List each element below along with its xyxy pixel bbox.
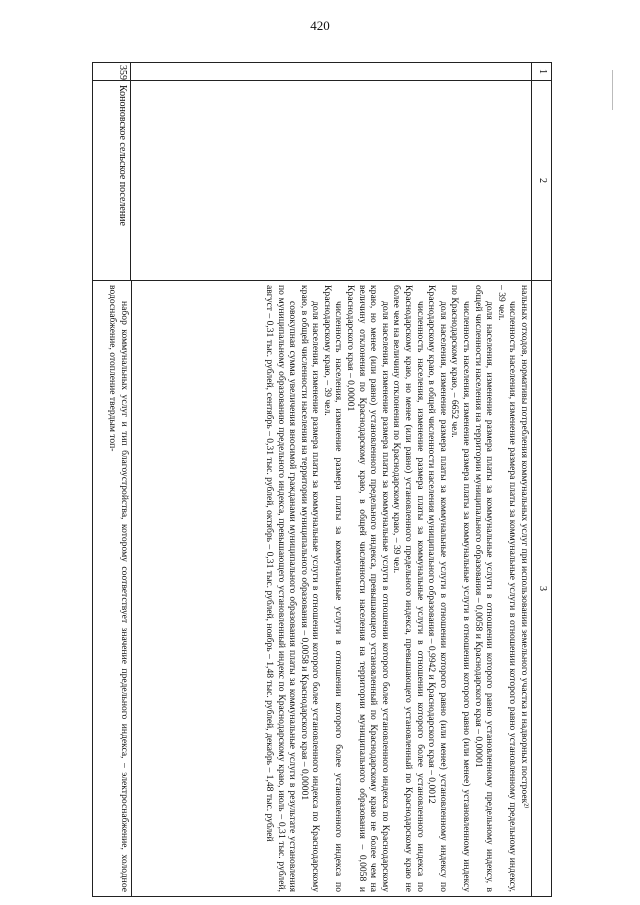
header-col-3: 3 bbox=[537, 586, 548, 591]
paragraph: совокупная сумма увеличения вносимой гражданами муниципального образования платы за коммунальные услуги в результате установления по муниципальному образованию предельного индекса, превышающего установленный индекс по Краснодарскому краю, июль – 0,31 тыс. рублей, август – 0,31 тыс. рублей, сентябрь – 0,31 тыс. рублей, октябрь – 0,31 тыс. рублей, ноябрь – 1,48 тыс. рублей, декабрь – 1,48 тыс. рублей bbox=[263, 285, 299, 892]
rotated-page-area bbox=[92, 62, 552, 897]
continued-row-number-cell bbox=[130, 63, 531, 80]
paragraph: численность населения, изменение размера платы за коммунальные услуги в отношении которого более установленного индекса по Краснодарскому краю, но менее (или равно) установленного предельного индекса, превышающего установленный по Краснодарскому краю не более чем на величину отклонения по Краснодарскому краю, – 39 чел. bbox=[391, 285, 426, 892]
margin-line bbox=[612, 70, 613, 110]
table-header bbox=[531, 63, 551, 896]
paragraph: доля населения, изменение размера платы за коммунальные услуги в отношении которого равно (или менее) установленному индексу по Краснодарскому краю, в общей численности населения муниципального образования – 0,9942 и Краснодарского края – 0,0012 bbox=[426, 285, 449, 892]
paragraph: нальных отходов, нормативы потребления коммунальных услуг при использовании земельного участка и надворных построек²⁾ bbox=[519, 285, 530, 809]
data-table bbox=[92, 62, 552, 897]
continued-row-name-cell bbox=[130, 81, 531, 280]
new-row-text bbox=[93, 281, 131, 896]
table-body bbox=[93, 63, 531, 896]
paragraph: набор коммунальных услуг и тип благоустройства, которому соответствует значение предельного индекса, – электроснабжение, холодное водоснабжение, отопление твердым топ- bbox=[107, 285, 130, 892]
header-col-1: 1 bbox=[532, 63, 551, 81]
paragraph: численность населения, изменение размера платы за коммунальные услуги в отношении которого равно установленному предельному индексу, – 39 чел. bbox=[495, 285, 519, 892]
row-number: 359 bbox=[117, 65, 128, 80]
paragraph: доля населения, изменение размера платы за коммунальные услуги в отношении которого равно установленному предельному индексу, в общей численности населения на территории муниципального образования – 0,0058 и Краснодарского края – 0,00001 bbox=[472, 285, 496, 892]
col-1-cells bbox=[93, 63, 531, 81]
continued-row-text bbox=[131, 281, 531, 896]
col-3-cells bbox=[93, 281, 531, 896]
col-2-cells bbox=[93, 81, 531, 281]
page-number: 420 bbox=[310, 18, 330, 33]
paragraph: численность населения, изменение размера платы за коммунальные услуги в отношении которого более установленного индекса по Краснодарскому краю, – 39 чел. bbox=[321, 285, 345, 892]
settlement-name: Кононовское сельское поселение bbox=[117, 85, 128, 226]
header-col-2: 2 bbox=[532, 81, 551, 281]
paragraph: численность населения, изменение размера платы за коммунальные услуги в отношении которого равно (или менее) установленному индексу по Краснодарскому краю, – 6652 чел. bbox=[449, 285, 473, 892]
paragraph: доля населения, изменение размера платы за коммунальные услуги в отношении которого более установленного индекса по Краснодарскому краю, в общей численности населения на территории муниципального образования – 0,0058 и Краснодарского края – 0,00001 bbox=[298, 285, 322, 892]
paragraph: доля населения, изменение размера платы за коммунальные услуги в отношении которого более установленного индекса по Краснодарскому краю, но менее (или равно) установленного предельного индекса, превышающего установленный по Краснодарскому краю не более чем на величину отклонения по Краснодарскому краю, в общей численности населения на территории муниципального образования – 0,0058 и Краснодарского края – 0,00001 bbox=[345, 285, 391, 892]
